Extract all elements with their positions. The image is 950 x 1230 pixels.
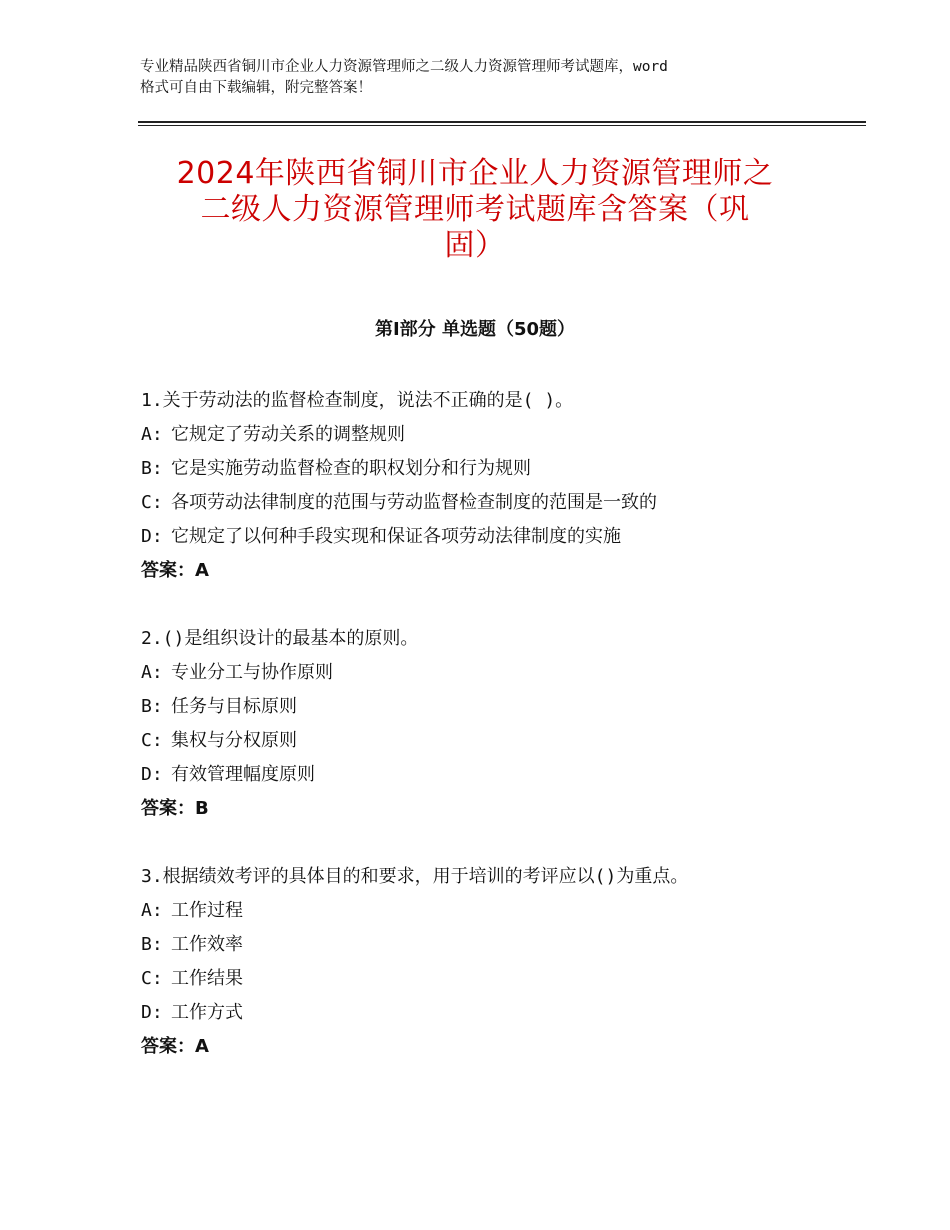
option-text: 各项劳动法律制度的范围与劳动监督检查制度的范围是一致的	[171, 492, 657, 513]
option-letter: D:	[141, 526, 163, 547]
option-letter: D:	[141, 1002, 163, 1023]
option-letter: A:	[141, 900, 163, 921]
option-text: 集权与分权原则	[171, 730, 297, 751]
question-stem: 3.根据绩效考评的具体目的和要求，用于培训的考评应以()为重点。	[141, 866, 689, 887]
option-letter: A:	[141, 662, 163, 683]
option-text: 它是实施劳动监督检查的职权划分和行为规则	[171, 458, 531, 479]
question-1	[141, 384, 841, 588]
option-text: 工作方式	[171, 1002, 243, 1023]
option-letter: C:	[141, 968, 163, 989]
question-2	[141, 622, 841, 826]
option-a	[141, 418, 841, 452]
question-3	[141, 860, 841, 1064]
option-c	[141, 962, 841, 996]
header-note-line-1: 专业精品陕西省铜川市企业人力资源管理师之二级人力资源管理师考试题库，word	[140, 59, 668, 75]
section-heading: 第Ⅰ部分 单选题（50题）	[374, 319, 575, 340]
document-title	[130, 156, 820, 264]
header-note-line-2: 格式可自由下载编辑，附完整答案！	[140, 80, 372, 96]
answer-key: 答案：B	[141, 798, 209, 819]
header-divider	[138, 121, 866, 127]
option-letter: B:	[141, 696, 163, 717]
option-b	[141, 452, 841, 486]
option-d	[141, 520, 841, 554]
option-text: 工作效率	[171, 934, 243, 955]
option-a	[141, 894, 841, 928]
question-list	[141, 384, 841, 1098]
question-stem: 2.()是组织设计的最基本的原则。	[141, 628, 419, 649]
option-b	[141, 690, 841, 724]
title-line-2: 二级人力资源管理师考试题库含答案（巩	[200, 192, 750, 227]
option-letter: D:	[141, 764, 163, 785]
option-a	[141, 656, 841, 690]
answer-key: 答案：A	[141, 560, 209, 581]
title-line-1: 2024年陕西省铜川市企业人力资源管理师之	[176, 156, 774, 191]
option-text: 它规定了以何种手段实现和保证各项劳动法律制度的实施	[171, 526, 621, 547]
option-text: 有效管理幅度原则	[171, 764, 315, 785]
header-note	[140, 57, 830, 99]
option-c	[141, 724, 841, 758]
option-letter: B:	[141, 934, 163, 955]
option-d	[141, 758, 841, 792]
option-d	[141, 996, 841, 1030]
option-text: 工作结果	[171, 968, 243, 989]
title-line-3: 固）	[444, 228, 506, 263]
option-text: 专业分工与协作原则	[171, 662, 333, 683]
option-c	[141, 486, 841, 520]
option-letter: C:	[141, 730, 163, 751]
answer-key: 答案：A	[141, 1036, 209, 1057]
option-text: 它规定了劳动关系的调整规则	[171, 424, 405, 445]
option-letter: C:	[141, 492, 163, 513]
question-stem: 1.关于劳动法的监督检查制度，说法不正确的是( )。	[141, 390, 574, 411]
option-b	[141, 928, 841, 962]
option-text: 任务与目标原则	[171, 696, 297, 717]
option-letter: B:	[141, 458, 163, 479]
option-letter: A:	[141, 424, 163, 445]
option-text: 工作过程	[171, 900, 243, 921]
